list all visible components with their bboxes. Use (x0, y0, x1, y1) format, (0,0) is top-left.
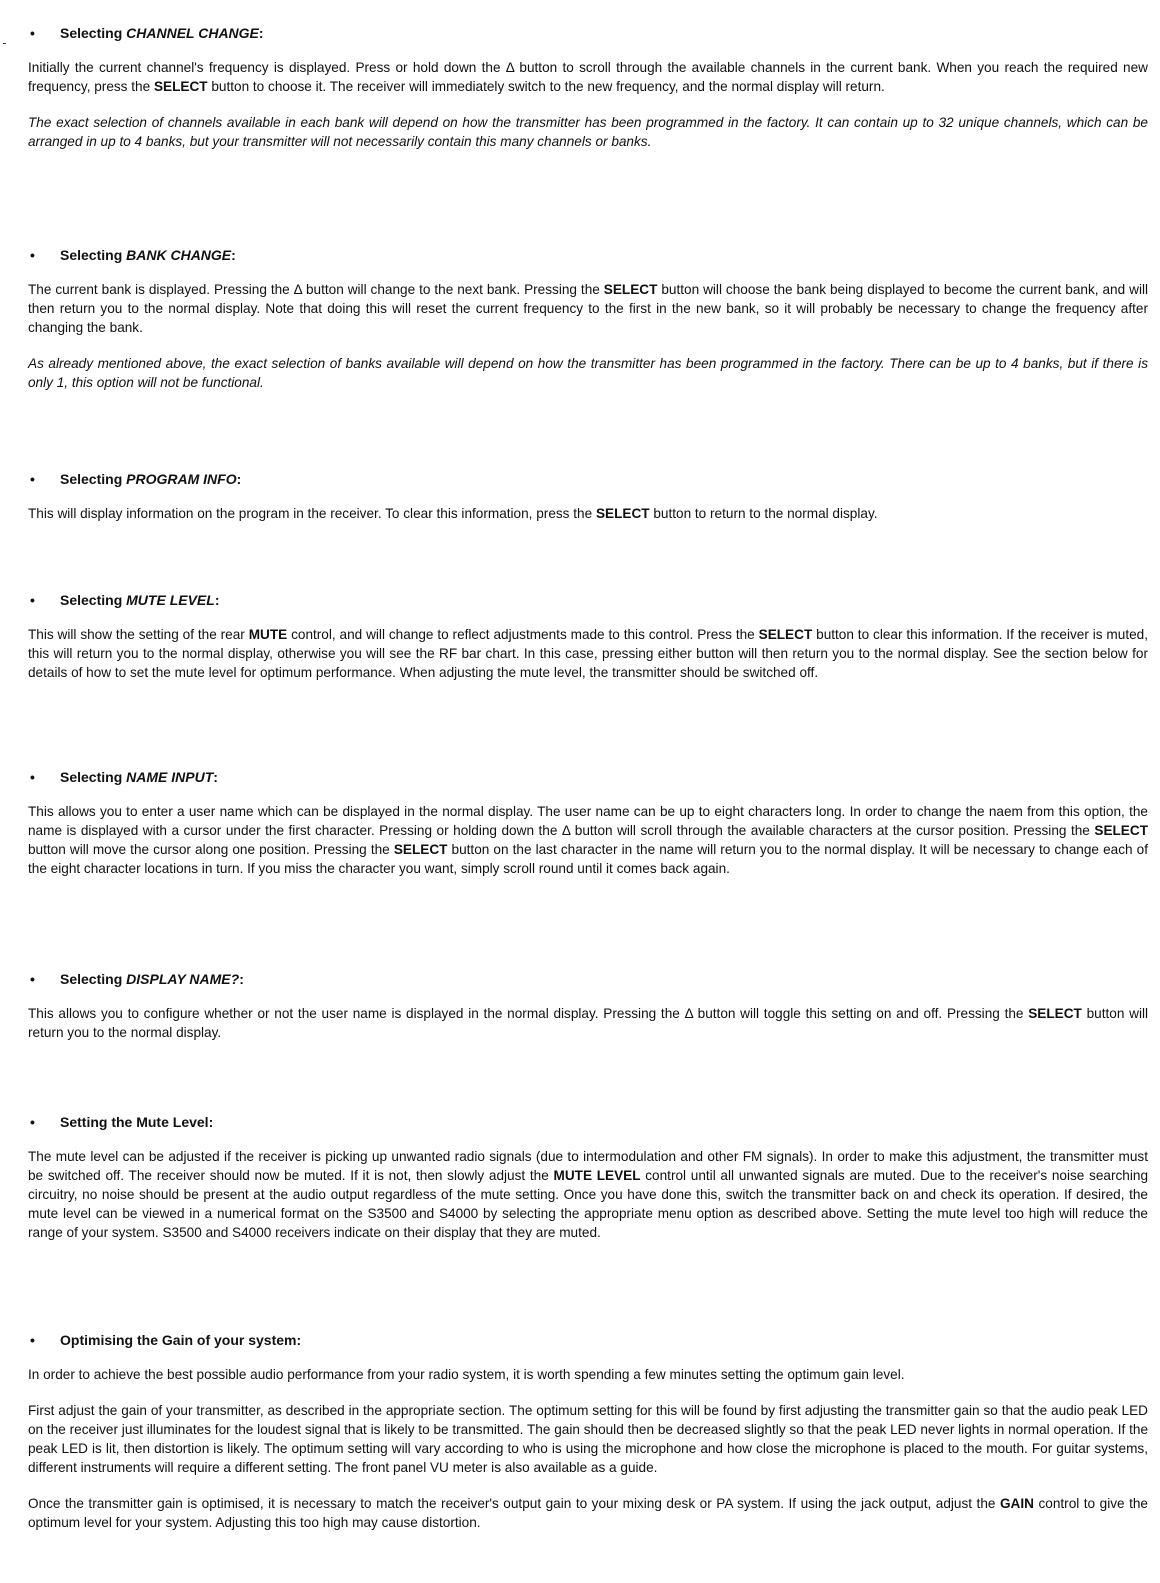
control-name: SELECT (603, 282, 658, 297)
heading-prefix: Setting the Mute Level: (60, 1114, 214, 1130)
section (28, 1331, 1148, 1532)
text-run: button to return to the normal display. (649, 506, 878, 521)
text-run: This will show the setting of the rear (28, 627, 249, 642)
heading-suffix: : (214, 592, 220, 608)
section-heading (28, 970, 1148, 988)
control-name: MUTE (248, 627, 288, 642)
text-run: The current bank is displayed. Pressing the Δ button will change to the next bank. Pressing the (28, 282, 604, 297)
heading-prefix: Selecting (60, 471, 127, 487)
heading-option-name: CHANNEL CHANGE (126, 25, 259, 41)
text-run: As already mentioned above, the exact selection of banks available will depend on how the transmitter has been programmed in the factory. There can be up to 4 banks, but if there is only 1, this option will not be functional. (28, 356, 1148, 390)
text-run: button will return you to the normal display. (28, 1006, 1148, 1040)
italic-note-paragraph (28, 354, 1148, 392)
section-heading (28, 1331, 1148, 1349)
heading-prefix: Optimising the Gain of your system: (60, 1332, 302, 1348)
body-paragraph (28, 1147, 1148, 1242)
text-run: The mute level can be adjusted if the receiver is picking up unwanted radio signals (due to intermodulation and other FM signals). In order to make this adjustment, the transmitter must be switched off. The receiver should now be muted. If it is not, then slowly adjust the (28, 1149, 1148, 1183)
text-run: button will choose the bank being displayed to become the current bank, and will then return you to the normal display. Note that doing this will reset the current frequency to the first in the new bank, so it will probably be necessary to change the frequency after changing the bank. (28, 282, 1148, 335)
bullet-icon: • (30, 1332, 35, 1348)
heading-option-name: NAME INPUT (126, 769, 214, 785)
text-run: Once the transmitter gain is optimised, it is necessary to match the receiver's output gain to your mixing desk or PA system. If using the jack output, adjust the (28, 1496, 1000, 1511)
body-paragraph (28, 625, 1148, 682)
body-paragraph (28, 504, 1148, 523)
text-run: button on the last character in the name will return you to the normal display. It will be necessary to change each of the eight character locations in turn. If you miss the character you want, simply scroll round until it comes back again. (28, 842, 1148, 876)
text-run: The exact selection of channels available in each bank will depend on how the transmitter has been programmed in the factory. It can contain up to 32 unique channels, which can be arranged in up to 4 banks, but your transmitter will not necessarily contain this many channels or banks. (28, 115, 1148, 149)
body-paragraph (28, 802, 1148, 878)
control-name: GAIN (999, 1496, 1034, 1511)
heading-suffix: : (231, 247, 236, 263)
bullet-icon: • (30, 1114, 35, 1130)
section-heading (28, 1113, 1148, 1131)
section-heading (28, 24, 1148, 42)
heading-option-name: MUTE LEVEL (126, 592, 215, 608)
control-name: SELECT (595, 506, 650, 521)
heading-option-name: PROGRAM INFO (126, 471, 237, 487)
bullet-icon: • (30, 25, 35, 41)
control-name: SELECT (758, 627, 813, 642)
heading-prefix: Selecting (60, 971, 127, 987)
control-name: SELECT (1094, 823, 1148, 838)
heading-option-name: BANK CHANGE (126, 247, 232, 263)
heading-suffix: : (213, 769, 218, 785)
section (28, 1113, 1148, 1242)
body-paragraph (28, 1365, 1148, 1384)
margin-mark (3, 43, 6, 44)
heading-prefix: Selecting (60, 247, 127, 263)
text-run: This will display information on the program in the receiver. To clear this information, press the (28, 506, 596, 521)
heading-suffix: : (258, 25, 264, 41)
body-paragraph (28, 1004, 1148, 1042)
control-name: SELECT (393, 842, 448, 857)
text-run: Initially the current channel's frequency is displayed. Press or hold down the Δ button to scroll through the available channels in the current bank. When you reach the required new frequency, press the (28, 60, 1148, 94)
bullet-icon: • (30, 971, 35, 987)
text-run: First adjust the gain of your transmitter, as described in the appropriate section. The optimum setting for this will be found by first adjusting the transmitter gain so that the audio peak LED on the receiver just illuminates for the loudest signal that is likely to be transmitted. The gain should then be decreased slightly so that the peak LED never lights in normal operation. If the peak LED is lit, then distortion is likely. The optimum setting will vary according to who is using the microphone and how close the microphone is placed to the mouth. For guitar systems, different instruments will require a different setting. The front panel VU meter is also available as a guide. (28, 1403, 1148, 1475)
text-run: control until all unwanted signals are muted. Due to the receiver's noise searching circuitry, no noise should be present at the audio output regardless of the mute setting. Once you have done this, switch the transmitter back on and check its operation. If desired, the mute level can be viewed in a numerical format on the S3500 and S4000 by selecting the appropriate menu option as described above. Setting the mute level too high will reduce the range of your system. S3500 and S4000 receivers indicate on their display that they are muted. (28, 1168, 1149, 1240)
heading-prefix: Selecting (60, 25, 127, 41)
section (28, 591, 1148, 682)
section-heading (28, 246, 1148, 264)
heading-suffix: : (239, 971, 244, 987)
body-paragraph (28, 1494, 1148, 1532)
bullet-icon: • (30, 471, 35, 487)
text-run: control, and will change to reflect adjustments made to this control. Press the (287, 627, 759, 642)
control-name: SELECT (1028, 1006, 1082, 1021)
section (28, 24, 1148, 151)
italic-note-paragraph (28, 113, 1148, 151)
text-run: button to choose it. The receiver will immediately switch to the new frequency, and the normal display will return. (207, 79, 885, 94)
section-heading (28, 768, 1148, 786)
text-run: button will move the cursor along one position. Pressing the (28, 842, 394, 857)
text-run: This allows you to configure whether or not the user name is displayed in the normal display. Pressing the Δ button will toggle this setting on and off. Pressing the (28, 1006, 1029, 1021)
body-paragraph (28, 58, 1148, 96)
bullet-icon: • (30, 592, 35, 608)
control-name: SELECT (153, 79, 208, 94)
control-name: MUTE LEVEL (553, 1168, 641, 1183)
text-run: In order to achieve the best possible audio performance from your radio system, it is worth spending a few minutes setting the optimum gain level. (28, 1367, 905, 1382)
section-heading (28, 470, 1148, 488)
section (28, 470, 1148, 523)
heading-suffix: : (236, 471, 242, 487)
body-paragraph (28, 280, 1148, 337)
bullet-icon: • (30, 247, 35, 263)
text-run: control to give the optimum level for your system. Adjusting this too high may cause distortion. (28, 1496, 1148, 1530)
bullet-icon: • (30, 769, 35, 785)
text-run: button to clear this information. If the receiver is muted, this will return you to the normal display, otherwise you will see the RF bar chart. In this case, pressing either button will then return you to the normal display. See the section below for details of how to set the mute level for optimum performance. When adjusting the mute level, the transmitter should be switched off. (28, 627, 1148, 680)
section (28, 768, 1148, 878)
section (28, 970, 1148, 1042)
body-paragraph (28, 1401, 1148, 1477)
section (28, 246, 1148, 392)
heading-prefix: Selecting (60, 769, 127, 785)
heading-prefix: Selecting (60, 592, 127, 608)
text-run: This allows you to enter a user name which can be displayed in the normal display. The user name can be up to eight characters long. In order to change the naem from this option, the name is displayed with a cursor under the first character. Pressing or holding down the Δ button will scroll through the available characters at the cursor position. Pressing the (28, 804, 1148, 838)
section-heading (28, 591, 1148, 609)
heading-option-name: DISPLAY NAME? (126, 971, 240, 987)
